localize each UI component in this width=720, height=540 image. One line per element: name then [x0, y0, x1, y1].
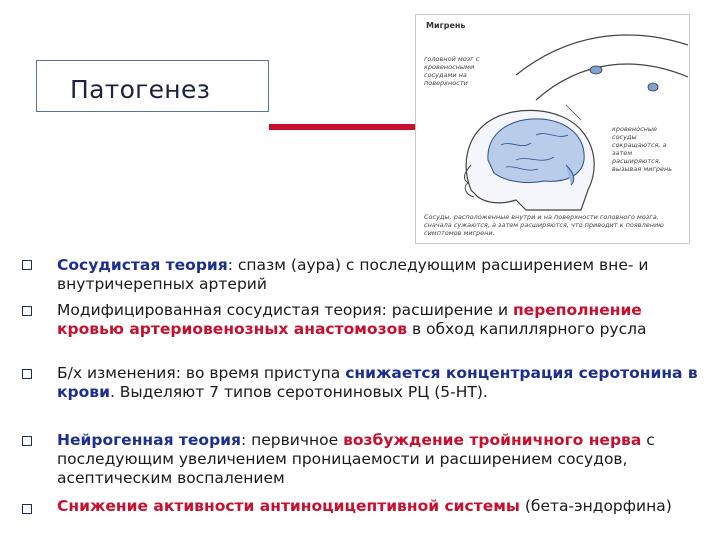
item-text-segment: переполнение кровью артериовенозных анастомозов [57, 301, 642, 338]
list-item [57, 431, 707, 488]
bullet-marker [22, 504, 32, 514]
item-text-segment: снижается концентрация серотонина в крови [57, 364, 698, 401]
bullet-marker [22, 436, 32, 446]
list-item [57, 364, 707, 402]
migraine-illustration [415, 14, 690, 244]
item-text-segment: Сосудистая теория [57, 256, 228, 274]
item-text-segment: Б/х изменения: во время приступа [57, 364, 346, 382]
item-text-segment: Снижение активности антиноцицептивной системы [57, 497, 520, 515]
head-brain-drawing [416, 15, 691, 245]
item-text-segment: с последующим увеличением проницаемости и расширением сосудов, асептическим воспалением [57, 431, 655, 487]
item-text-segment: : спазм (аура) с последующим расширением вне- и внутричерепных артерий [57, 256, 649, 293]
figure-label-left: головной мозг с кровеносными сосудами на поверхности [424, 55, 480, 87]
item-text-segment: возбуждение тройничного нерва [343, 431, 642, 449]
list-item [57, 301, 707, 339]
item-text-segment: в обход капиллярного русла [407, 320, 647, 338]
item-text-segment: Модифицированная сосудистая теория: расширение и [57, 301, 513, 319]
title-underline [269, 124, 417, 130]
bullet-marker [22, 260, 32, 270]
bullet-marker [22, 306, 32, 316]
list-item [57, 256, 707, 294]
item-text-segment: : первичное [240, 431, 344, 449]
slide-title: Патогенез [70, 75, 211, 104]
figure-label-right: кровеносные сосуды сокращаются, а затем расширяются, вызывая мигрень [612, 125, 673, 173]
list-item [57, 497, 707, 516]
bullet-marker [22, 369, 32, 379]
figure-title: Мигрень [426, 21, 466, 30]
item-text-segment: . Выделяют 7 типов серотониновых РЦ (5-НТ). [109, 383, 488, 401]
figure-caption: Сосуды, расположенные внутри и на поверхности головного мозга, сначала сужаются, а затем расширяются, что приводит к появлению симптомов мигрени. [424, 213, 664, 237]
item-text-segment: Нейрогенная теория [57, 431, 241, 449]
item-text-segment: (бета-эндорфина) [519, 497, 672, 515]
